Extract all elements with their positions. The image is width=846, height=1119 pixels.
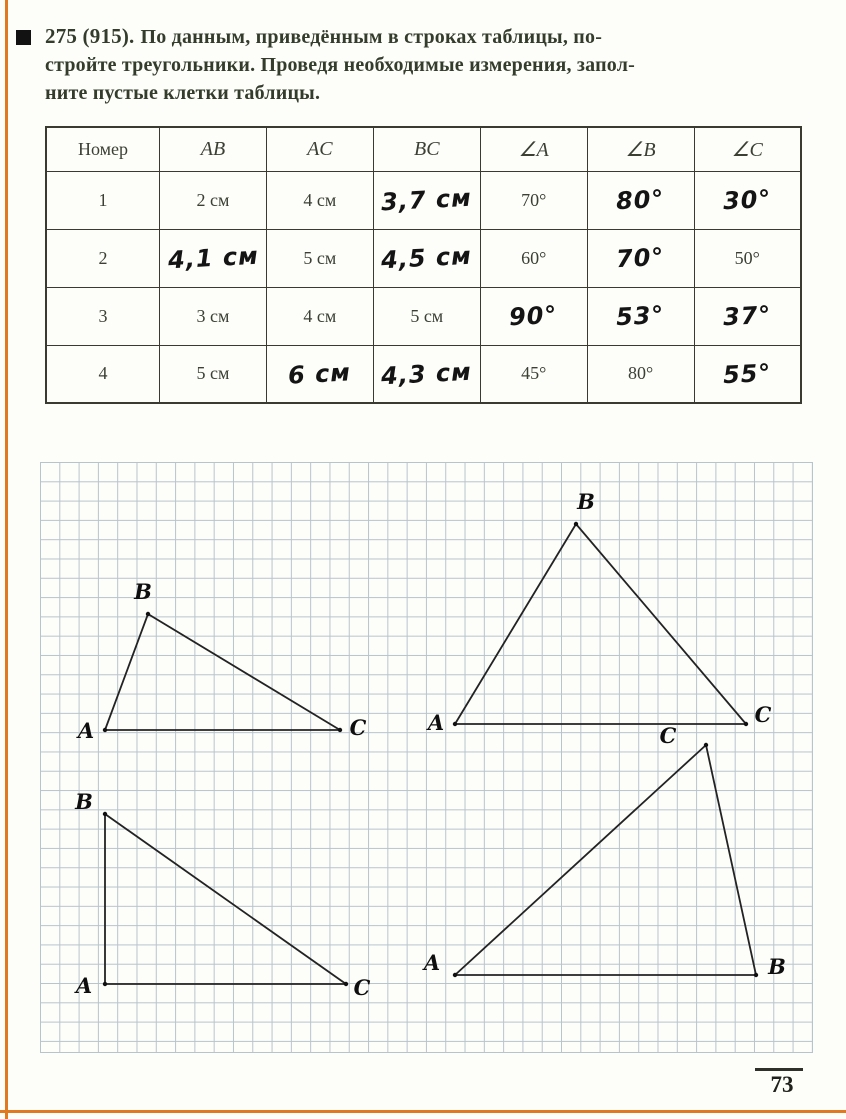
table-cell <box>587 171 694 229</box>
problem-number: 275 (915). <box>45 24 135 48</box>
printed-value: 60° <box>521 247 547 268</box>
triangle-2-label-A: A <box>427 710 445 735</box>
problem-text-line-1: По данным, приведённым в строках таблицы, по- <box>140 26 603 48</box>
triangle-3-vertex-A <box>103 982 107 986</box>
triangle-4-label-A: A <box>423 950 441 975</box>
table-cell <box>160 287 267 345</box>
triangle-1-vertex-B <box>146 612 150 616</box>
handwritten-value: 4,5 см <box>380 241 473 275</box>
handwritten-value: 30° <box>722 184 773 216</box>
triangle-1-label-B: B <box>134 579 152 604</box>
printed-value: 1 <box>98 189 108 210</box>
table-cell <box>480 345 587 403</box>
printed-value: 5 см <box>303 247 337 268</box>
triangle-4-label-C: C <box>659 723 677 748</box>
triangle-1-vertex-C <box>338 728 342 732</box>
triangle-2-vertex-A <box>453 722 457 726</box>
printed-value: 4 см <box>303 189 337 210</box>
table-cell <box>694 229 801 287</box>
printed-value: 2 см <box>196 189 230 210</box>
triangle-2-outline <box>455 524 746 724</box>
table-body <box>46 171 801 403</box>
triangle-3-label-C: C <box>353 975 371 1000</box>
printed-value: 4 см <box>303 305 337 326</box>
table-cell <box>587 345 694 403</box>
handwritten-value: 3,7 см <box>380 183 473 217</box>
triangle-3-outline <box>105 814 346 984</box>
table-row-2 <box>46 229 801 287</box>
triangles-svg <box>40 462 812 1052</box>
triangle-2-label-C: C <box>754 702 772 727</box>
table-row-4 <box>46 345 801 403</box>
triangle-4-vertex-B <box>754 973 758 977</box>
triangle-2-vertex-C <box>744 722 748 726</box>
page-number-rule <box>755 1068 803 1071</box>
triangle-1-outline <box>105 614 340 730</box>
printed-value: 70° <box>521 189 547 210</box>
table-cell <box>373 229 480 287</box>
column-header-1: AB <box>160 127 267 171</box>
handwritten-value: 90° <box>508 300 559 332</box>
triangle-1-vertex-A <box>103 728 107 732</box>
triangle-3-label-A: A <box>75 973 93 998</box>
table-cell <box>266 171 373 229</box>
handwritten-value: 70° <box>615 242 666 274</box>
table-cell <box>266 229 373 287</box>
handwritten-value: 6 см <box>287 358 353 390</box>
handwritten-value: 37° <box>722 300 773 332</box>
triangle-4-vertex-C <box>704 743 708 747</box>
printed-value: 4 <box>98 363 108 384</box>
table-cell <box>480 229 587 287</box>
handwritten-value: 53° <box>615 300 666 332</box>
column-header-2: AC <box>266 127 373 171</box>
table-cell <box>587 287 694 345</box>
left-accent-line <box>5 0 8 1119</box>
triangle-2-label-B: B <box>577 489 595 514</box>
triangle-4-vertex-A <box>453 973 457 977</box>
problem-text-line-3: ните пустые клетки таблицы. <box>45 82 321 104</box>
table-cell <box>46 287 160 345</box>
table-cell <box>373 171 480 229</box>
table-cell <box>160 171 267 229</box>
handwritten-value: 4,1 см <box>166 241 259 275</box>
triangle-4-label-B: B <box>768 954 786 979</box>
triangle-1-label-A: A <box>77 718 95 743</box>
triangle-2-vertex-B <box>574 522 578 526</box>
triangle-3-vertex-C <box>344 982 348 986</box>
printed-value: 2 <box>98 247 108 268</box>
table-cell <box>46 229 160 287</box>
printed-value: 5 см <box>196 363 230 384</box>
column-header-5: ∠B <box>587 127 694 171</box>
table-cell <box>160 345 267 403</box>
column-header-3: BC <box>373 127 480 171</box>
problem-statement <box>45 22 813 107</box>
table-cell <box>373 345 480 403</box>
triangle-4-outline <box>455 745 756 975</box>
handwritten-value: 4,3 см <box>380 357 473 391</box>
triangle-1-label-C: C <box>349 715 367 740</box>
handwritten-value: 55° <box>722 358 773 389</box>
column-header-0: Номер <box>46 127 160 171</box>
table-cell <box>266 287 373 345</box>
table-cell <box>46 345 160 403</box>
table-cell <box>266 345 373 403</box>
bullet-square <box>16 30 31 45</box>
table-cell <box>373 287 480 345</box>
bottom-accent-line <box>0 1110 846 1113</box>
table-cell <box>694 171 801 229</box>
column-header-6: ∠C <box>694 127 801 171</box>
table-row-1 <box>46 171 801 229</box>
printed-value: 5 см <box>410 305 444 326</box>
table-cell <box>46 171 160 229</box>
table-cell <box>587 229 694 287</box>
table-cell <box>694 287 801 345</box>
table-header-row <box>46 127 801 171</box>
column-header-4: ∠A <box>480 127 587 171</box>
results-table <box>45 126 802 404</box>
table-cell <box>480 171 587 229</box>
table-cell <box>160 229 267 287</box>
table-cell <box>694 345 801 403</box>
page-number: 73 <box>770 1072 794 1097</box>
problem-text-line-2: стройте треугольники. Проведя необходимые измерения, запол- <box>45 54 636 76</box>
printed-value: 3 <box>98 305 108 326</box>
printed-value: 3 см <box>196 305 230 326</box>
table-row-3 <box>46 287 801 345</box>
printed-value: 80° <box>627 363 654 384</box>
triangle-3-label-B: B <box>75 789 93 814</box>
printed-value: 45° <box>521 363 547 384</box>
triangle-3-vertex-B <box>103 812 107 816</box>
table-cell <box>480 287 587 345</box>
printed-value: 50° <box>734 247 760 268</box>
grid-paper <box>40 462 813 1053</box>
handwritten-value: 80° <box>615 184 666 216</box>
